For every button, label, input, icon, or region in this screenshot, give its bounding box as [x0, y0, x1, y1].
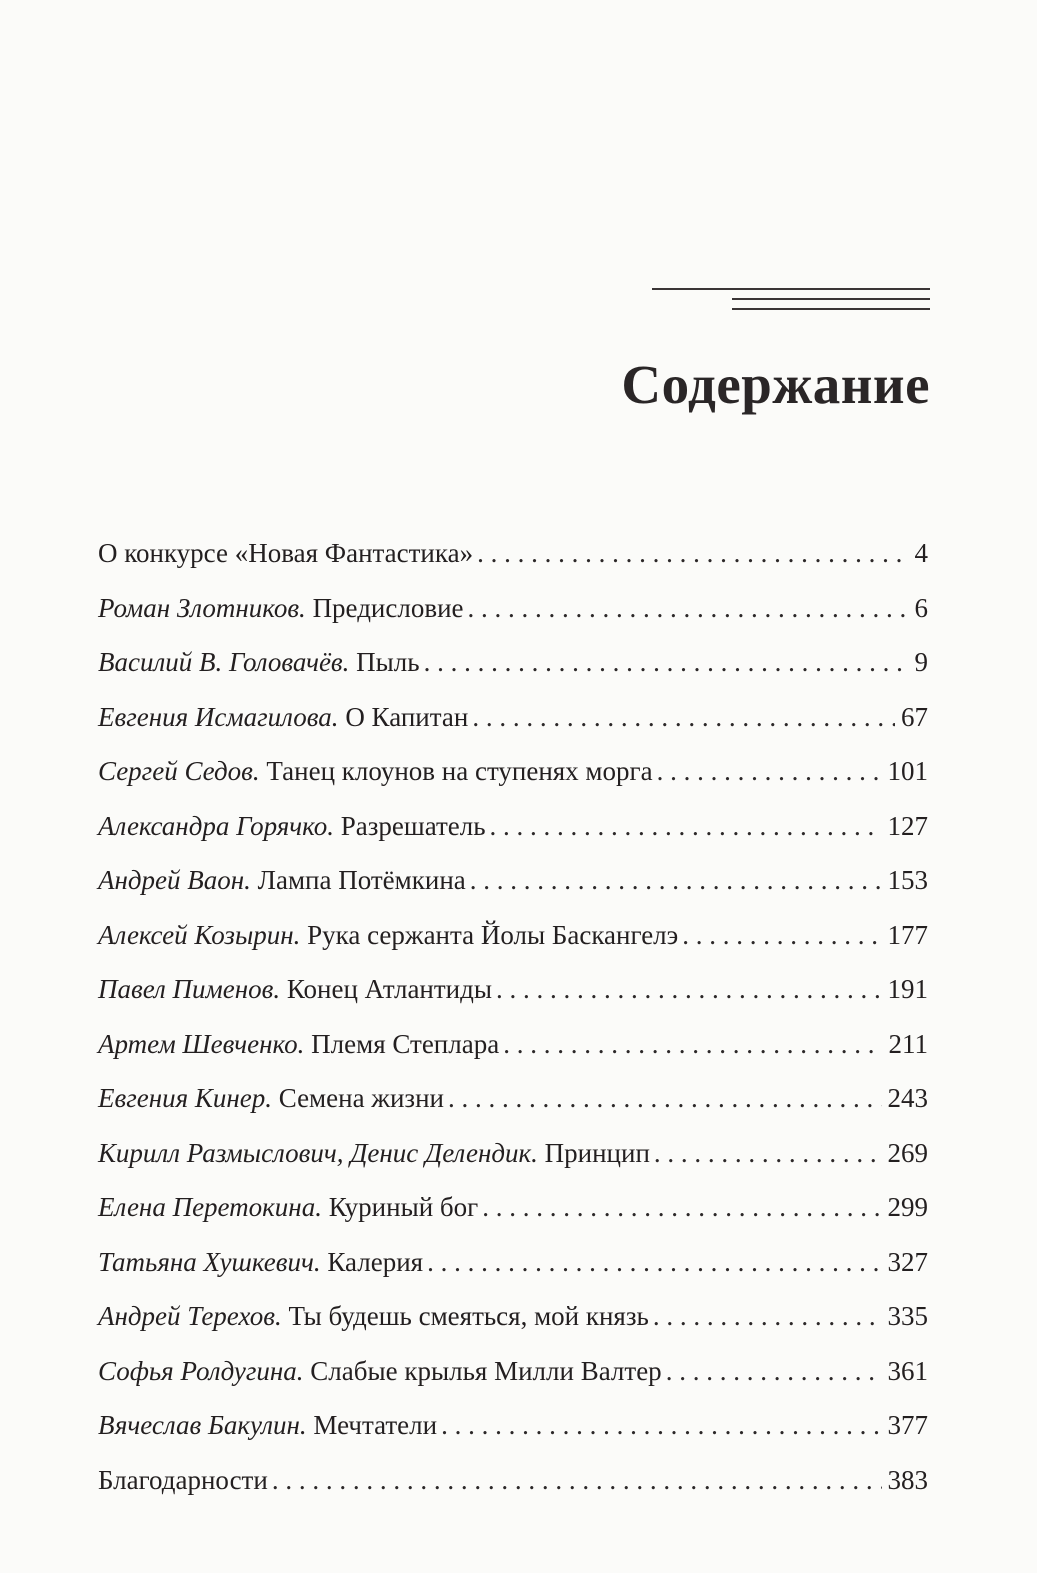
toc-entry-page-number: 211	[888, 1028, 928, 1059]
toc-entry-page-number: 177	[887, 919, 928, 950]
toc-entry-dot-leader	[490, 799, 882, 854]
toc-entry-title: Предисловие	[312, 592, 464, 623]
toc-entry	[98, 962, 928, 1017]
toc-entry-title: Благодарности	[98, 1464, 268, 1495]
toc-entry-page-number: 4	[914, 538, 928, 568]
toc-entry-title: О Капитан	[345, 701, 469, 732]
toc-entry-title: Ты будешь смеяться, мой князь	[288, 1301, 649, 1331]
toc-entry-space	[280, 962, 287, 1017]
toc-entry	[98, 908, 928, 963]
toc-entry-title: Куриный бог	[328, 1192, 479, 1222]
toc-entry-page-number: 153	[887, 865, 928, 895]
toc-entry-title: Слабые крылья Милли Валтер	[310, 1355, 662, 1386]
toc-entry-space	[260, 744, 267, 799]
toc-entry-dot-leader	[666, 1344, 882, 1399]
toc-entry-dot-leader	[653, 1289, 882, 1344]
toc-entry	[98, 853, 928, 908]
toc-entry-page-number: 335	[887, 1301, 928, 1331]
decorative-rule-bottom	[732, 308, 930, 310]
toc-entry-space	[307, 1398, 314, 1453]
toc-entry	[98, 635, 928, 690]
toc-entry	[98, 1017, 928, 1072]
toc-entry-title: Разрешатель	[340, 810, 486, 841]
toc-entry-page-number: 9	[914, 647, 928, 677]
toc-entry	[98, 581, 928, 636]
toc-entry-title: Племя Степлара	[311, 1028, 500, 1059]
toc-entry-author: Софья Ролдугина.	[98, 1355, 304, 1386]
toc-entry-page-number: 101	[887, 756, 928, 786]
toc-entry	[98, 1235, 928, 1290]
toc-entry-dot-leader	[424, 635, 909, 690]
toc-entry-space	[334, 799, 341, 854]
toc-entry-space	[272, 1071, 279, 1126]
toc-entry-page-number: 377	[887, 1410, 928, 1440]
toc-entry-page-number: 327	[887, 1246, 928, 1277]
toc-entry-author: Евгения Кинер.	[98, 1083, 272, 1113]
toc-entry-title: Семена жизни	[278, 1083, 444, 1113]
toc-entry-title: Танец клоунов на ступенях морга	[266, 756, 653, 786]
toc-entry-author: Татьяна Хушкевич.	[98, 1246, 321, 1277]
toc-entry-author: Кирилл Размыслович, Денис Делендик.	[98, 1137, 538, 1168]
toc-entry	[98, 1289, 928, 1344]
toc-entry-space	[321, 1235, 328, 1290]
toc-entry	[98, 1344, 928, 1399]
toc-entry-space	[322, 1180, 329, 1235]
toc-entry-page-number: 243	[887, 1083, 928, 1113]
toc-entry-author: Роман Злотников.	[98, 592, 306, 623]
toc-entry-dot-leader	[272, 1453, 882, 1508]
toc-entry-author: Елена Перетокина.	[98, 1192, 322, 1222]
toc-entry	[98, 1071, 928, 1126]
toc-entry-author: Александра Горячко.	[98, 810, 334, 841]
toc-entry-dot-leader	[654, 1126, 882, 1181]
toc-entry-dot-leader	[496, 962, 881, 1017]
toc-entry-title: Лампа Потёмкина	[257, 865, 466, 895]
toc-entry-dot-leader	[448, 1071, 882, 1126]
toc-entry-dot-leader	[477, 526, 908, 581]
toc-entry-title: Калерия	[327, 1246, 424, 1277]
toc-entry-page-number: 67	[901, 701, 928, 732]
toc-entry-space	[304, 1344, 311, 1399]
table-of-contents	[98, 526, 928, 1507]
toc-entry-author: Алексей Козырин.	[98, 919, 301, 950]
toc-entry-author: Андрей Терехов.	[98, 1301, 282, 1331]
toc-entry-dot-leader	[682, 908, 881, 963]
toc-entry-space	[538, 1126, 545, 1181]
toc-entry	[98, 1453, 928, 1508]
toc-entry	[98, 744, 928, 799]
toc-entry-page-number: 299	[887, 1192, 928, 1222]
decorative-rule-middle	[732, 298, 930, 300]
toc-entry-dot-leader	[427, 1235, 881, 1290]
toc-entry-dot-leader	[503, 1017, 882, 1072]
toc-entry-dot-leader	[468, 581, 909, 636]
toc-entry-author: Андрей Ваон.	[98, 865, 251, 895]
toc-entry-dot-leader	[441, 1398, 881, 1453]
toc-entry-title: Мечтатели	[313, 1410, 438, 1440]
toc-entry	[98, 1398, 928, 1453]
toc-entry-title: Пыль	[356, 647, 420, 677]
toc-entry-title: Принцип	[544, 1137, 650, 1168]
page-title: Содержание	[621, 354, 930, 415]
toc-entry	[98, 799, 928, 854]
toc-entry-page-number: 127	[887, 810, 928, 841]
toc-entry-space	[251, 853, 258, 908]
toc-entry-dot-leader	[472, 690, 895, 745]
toc-entry-title: Рука сержанта Йолы Баскангелэ	[307, 919, 679, 950]
toc-entry-page-number: 269	[887, 1137, 928, 1168]
toc-entry-page-number: 6	[914, 592, 928, 623]
toc-entry-page-number: 361	[887, 1355, 928, 1386]
toc-entry	[98, 1126, 928, 1181]
toc-entry-space	[349, 635, 356, 690]
toc-entry	[98, 526, 928, 581]
toc-entry-page-number: 383	[887, 1464, 928, 1495]
toc-entry-dot-leader	[657, 744, 882, 799]
toc-entry-space	[282, 1289, 289, 1344]
toc-entry-dot-leader	[482, 1180, 881, 1235]
toc-entry-author: Вячеслав Бакулин.	[98, 1410, 307, 1440]
decorative-rule-top	[652, 288, 930, 290]
toc-entry-author: Павел Пименов.	[98, 974, 281, 1004]
toc-entry-title: Конец Атлантиды	[286, 974, 493, 1004]
toc-entry-page-number: 191	[887, 974, 928, 1004]
toc-entry-title: О конкурсе «Новая Фантастика»	[98, 538, 474, 568]
toc-entry	[98, 1180, 928, 1235]
toc-entry-space	[300, 908, 307, 963]
toc-entry-dot-leader	[470, 853, 882, 908]
toc-entry-author: Василий В. Головачёв.	[98, 647, 350, 677]
toc-entry-author: Евгения Исмагилова.	[98, 701, 339, 732]
toc-entry-author: Артем Шевченко.	[98, 1028, 305, 1059]
toc-entry-author: Сергей Седов.	[98, 756, 260, 786]
toc-entry	[98, 690, 928, 745]
toc-entry-space	[339, 690, 346, 745]
toc-entry-space	[306, 581, 313, 636]
toc-entry-space	[304, 1017, 311, 1072]
